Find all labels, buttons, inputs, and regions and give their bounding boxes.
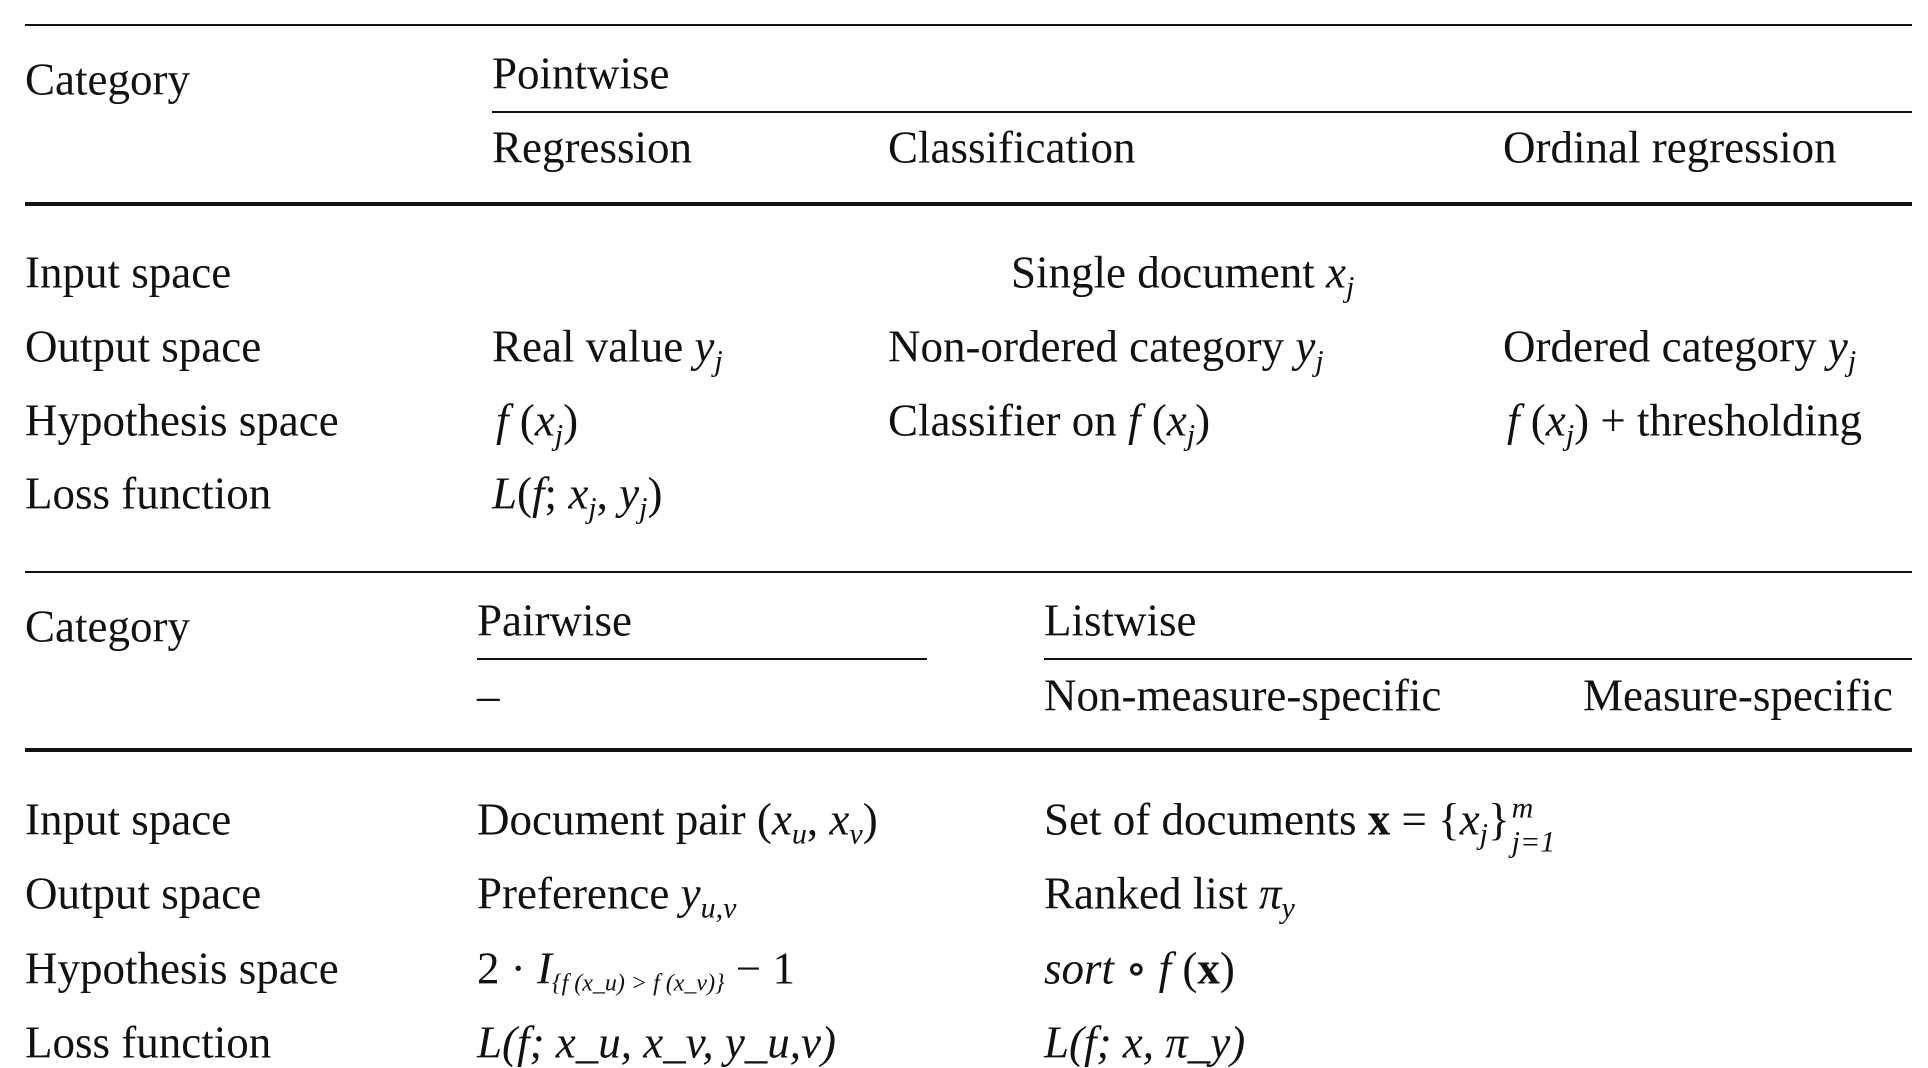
L: L [492, 468, 518, 519]
open: ( [517, 468, 533, 519]
input-single-document [1011, 247, 1355, 304]
input-listwise [1044, 791, 1570, 859]
f: f [1127, 395, 1141, 446]
listwise-rule [1044, 658, 1912, 660]
var: x [1545, 395, 1566, 446]
sort: sort [1044, 943, 1115, 994]
header-rule [25, 202, 1912, 206]
sub: j [554, 418, 564, 452]
x: x [568, 468, 589, 519]
close: ) [862, 794, 878, 845]
output-space-label-2: Output space [25, 868, 262, 919]
header-rule-2 [25, 748, 1912, 752]
loss-listwise: L(f; x, π_y) [1044, 1017, 1246, 1068]
output-classification [888, 321, 1324, 378]
var: y [680, 868, 701, 919]
input-pairwise [477, 794, 878, 851]
output-space-label: Output space [25, 321, 262, 372]
var: y [1295, 321, 1316, 372]
circ: ∘ [1114, 943, 1159, 994]
pointwise-header: Pointwise [492, 48, 670, 99]
sub: {f (x_u) > f (x_v)} [552, 970, 725, 997]
pairwise-subheader: – [477, 670, 500, 721]
sub: j [1315, 344, 1324, 378]
I: I [537, 943, 552, 994]
sub: j [1565, 418, 1575, 452]
output-regression [492, 321, 723, 378]
rb: } [1488, 794, 1510, 845]
sub: j [714, 344, 723, 378]
regression-header: Regression [492, 122, 692, 173]
input-space-label-2: Input space [25, 794, 232, 845]
open: ( [519, 395, 535, 446]
text: Set of documents [1044, 794, 1368, 845]
f: f [496, 395, 509, 446]
bold-x: x [1367, 794, 1391, 845]
hypothesis-ordinal [1507, 395, 1862, 452]
hypothesis-space-label-2: Hypothesis space [25, 943, 339, 994]
sub: u,v [700, 891, 737, 925]
text: Real value [492, 321, 695, 372]
var: y [1827, 321, 1848, 372]
loss-function-label: Loss function [25, 468, 272, 519]
category-header: Category [25, 54, 190, 105]
close: ) [1574, 395, 1590, 446]
text: Document pair ( [477, 794, 772, 845]
output-listwise [1044, 868, 1295, 925]
bold-x: x [1197, 943, 1220, 994]
open: ( [1171, 943, 1198, 994]
var: x [1459, 794, 1480, 845]
comma: , [806, 794, 830, 845]
top-rule [25, 24, 1912, 26]
pre: 2 · [477, 943, 537, 994]
f: f [1158, 943, 1172, 994]
ordinal-header: Ordinal regression [1503, 122, 1837, 173]
text: Preference [477, 868, 681, 919]
close: ) [563, 395, 579, 446]
pointwise-rule [492, 111, 1912, 113]
loss-function-label-2: Loss function [25, 1017, 272, 1068]
text: + thresholding [1589, 395, 1862, 446]
var: x [1166, 395, 1187, 446]
classification-header: Classification [888, 122, 1136, 173]
text: Non-ordered category [888, 321, 1296, 372]
vsub: v [849, 817, 863, 851]
loss-pairwise: L(f; x_u, x_v, y_u,v) [477, 1017, 837, 1068]
u: x [771, 794, 792, 845]
eq: = { [1390, 794, 1460, 845]
measure-specific-header: Measure-specific [1583, 670, 1893, 721]
category-header-2: Category [25, 601, 190, 652]
loss-pointwise [492, 468, 663, 525]
close: ) [647, 468, 663, 519]
f: f [532, 468, 545, 519]
input-space-label: Input space [25, 247, 232, 298]
sub: j [1345, 270, 1355, 304]
sub: j [1847, 344, 1857, 378]
var: y [694, 321, 715, 372]
sub: j [1186, 418, 1196, 452]
text: Ordered category [1503, 321, 1828, 372]
var: π [1258, 868, 1282, 919]
hypothesis-listwise [1044, 943, 1235, 994]
comma: , [596, 468, 620, 519]
pairwise-rule [477, 658, 927, 660]
sub2: j=1 [1511, 825, 1556, 859]
sup: m [1511, 791, 1534, 825]
v: x [829, 794, 850, 845]
output-pairwise [477, 868, 737, 925]
sub: j [1479, 817, 1489, 851]
usub: u [791, 817, 807, 851]
mid-rule [25, 571, 1912, 573]
listwise-header: Listwise [1044, 595, 1197, 646]
sep: ; [544, 468, 569, 519]
var: x [1325, 247, 1346, 298]
sub: y [1281, 891, 1295, 925]
post: − 1 [724, 943, 796, 994]
open: ( [1530, 395, 1546, 446]
close: ) [1219, 943, 1235, 994]
pairwise-header: Pairwise [477, 595, 632, 646]
f: f [1507, 395, 1520, 446]
close: ) [1195, 395, 1211, 446]
text: Single document [1011, 247, 1326, 298]
var: x [534, 395, 555, 446]
hypothesis-pairwise [477, 943, 796, 997]
hypothesis-classification [888, 395, 1211, 452]
hypothesis-regression [496, 395, 579, 452]
open: ( [1151, 395, 1167, 446]
non-measure-specific-header: Non-measure-specific [1044, 670, 1442, 721]
y: y [619, 468, 640, 519]
ysub: j [639, 491, 648, 525]
output-ordinal [1503, 321, 1857, 378]
text: Classifier on [888, 395, 1128, 446]
text: Ranked list [1044, 868, 1259, 919]
hypothesis-space-label: Hypothesis space [25, 395, 339, 446]
xsub: j [588, 491, 597, 525]
